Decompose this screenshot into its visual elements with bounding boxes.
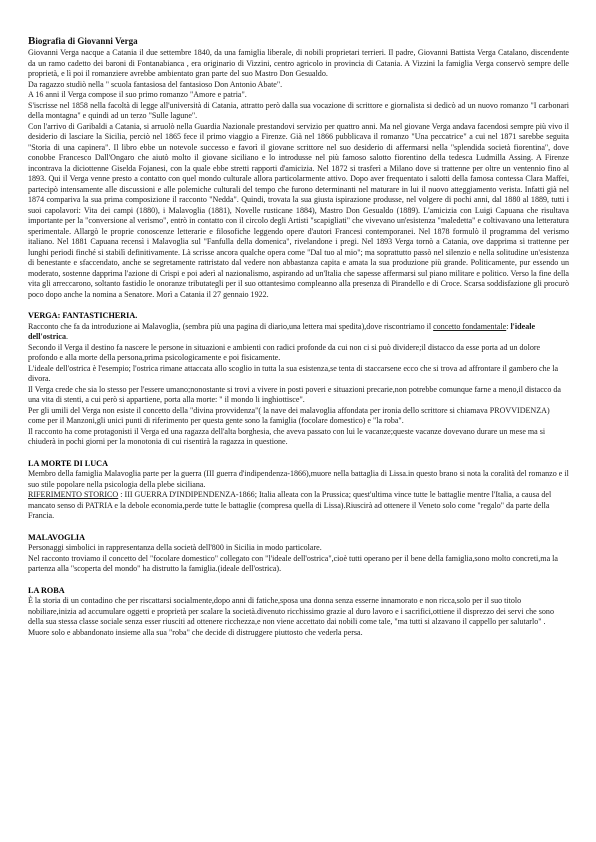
historical-reference (28, 490, 569, 522)
document-page (28, 36, 569, 638)
section-paragraph: Secondo il Verga il destino fa nascere le persone in situazioni e ambienti con radici profonde da cui non ci si può dividere;il distacco da esse porta ad un dolore profondo e alla morte della persona,prima psicologicamente e poi fisicamente. (28, 342, 541, 362)
section-paragraph: Nel racconto troviamo il concetto del "focolare domestico" collegato con "l'ideale dell'ostrica",cioè tutti operano per il bene della famiglia,sono molto concreti,ma la partenza alla "scoperta del mondo" ha distrutto la famiglia.(ideale dell'ostrica). (28, 553, 558, 573)
historical-reference-label: RIFERIMENTO STORICO (28, 490, 119, 499)
section-intro (28, 322, 569, 343)
section-la-roba (28, 586, 569, 639)
bio-paragraph: Giovanni Verga nacque a Catania il due settembre 1840, da una famiglia liberale, di nobili proprietari terrieri. Il padre, Giovanni Battista Verga Catalano, discendente da un ramo cadetto dei baroni di Fontanabianca , era originario di Vizzini, centro agricolo in provincia di Catania. A Vizzini la famiglia Verga conservò sempre delle proprietà, e lì poi il romanziere avrebbe ambientato gran parte del suo Mastro Don Gesualdo. (28, 48, 569, 78)
bio-paragraph: Con l'arrivo di Garibaldi a Catania, si arruolò nella Guardia Nazionale prestandovi servizio per quattro anni. Ma nel giovane Verga andava facendosi sempre più vivo il desiderio di lasciare la Sicilia, perciò nel 1865 fece il primo viaggio a Firenze. Già nel 1866 pubblicava il romanzo "Una peccatrice" a cui nel 1871 sarebbe seguita "Storia di una capinera". Il libro ebbe un notevole successo e favorì il giovane scrittore nel suo desiderio di affermarsi nella "splendida società fiorentina", dove conobbe Francesco Dall'Ongaro che aiutò molto il giovane siciliano e lo introdusse nel più famoso salotto fiorentino della tedesca Ludmilla Assing. A Firenze incontrava la diciottenne Giselda Fojanesi, con la quale ebbe stretti rapporti d'amicizia. Nel 1872 si trasferì a Milano dove si trattenne per oltre un ventennio fino al 1893. Qui il Verga venne presto a contatto con quel mondo culturale allora particolarmente attivo. Dopo aver frequentato i salotti della famosa contessa Clara Maffei, partecipò intensamente alle discussioni e alle polemiche culturali del tempo che furono determinanti nel maturare in lui il nuovo atteggiamento verista. Infatti già nel 1874 compariva la sua prima composizione il racconto "Nedda". Quindi, trovata la sua giusta ispirazione produsse, nel volgere di pochi anni, dal 1880 al 1889, tutti i suoi capolavori: Vita dei campi (1880), i Malavoglia (1881), Novelle rusticane 1884), Mastro Don Gesualdo (1889). L'amicizia con Luigi Capuana che risultava importante per la "conversione al verismo", entrò in contatto con il circolo degli Artisti "scapigliati" che vivevano un'esistenza "maledetta" e coltivavano una letteratura sperimentale. Allargò le proprie conoscenze letterarie e filosofiche leggendo opere d'autori Francesi contemporanei. Nel 1878 formulò il programma del verismo italiano. Nel 1881 Capuana recensì i Malavoglia sul "Fanfulla della domenica", rivelandone i pregi. Nel 1893 Verga tornò a Catania, ove dapprima si trattenne per lunghi periodi finché si stabilì definitivamente. Là scrisse ancora qualche opera come "Dal tuo al mio"; ma soprattutto passò nel silenzio e nella solitudine un'esistenza di benestante e sfaccendato, anche se segretamente rattristato dal vedere non abbastanza capita e amata la sua produzione più grande. Politicamente, pur essendo un moderato, sostenne dapprima l'azione di Crispi e poi aderì al nazionalismo, aspirando ad un'Italia che sapesse affermarsi sul piano militare e politico. Verso la fine della vita gli arreccarono, soltanto fastidio le onoranze tributategli per il suo ottantesimo compleanno alla presenza di Pirandello e di Croce. Scarsa soddisfazione gli procurò poco dopo anche la nomina a Senatore. Morì a Catania il 27 gennaio 1922. (28, 121, 569, 299)
section-paragraph: È la storia di un contadino che per riscattarsi socialmente,dopo anni di fatiche,sposa una donna senza esserne innamorato e non ricca,solo per il suo titolo nobiliare,inizia ad accumulare oggetti e proprietà per scalare la società.divenuto ricchissimo grazie al duro lavoro e i sacrifici,ottiene il disprezzo dei servi che sono della sua stessa classe sociale senza esser riusciti ad ottenere ricchezza,e non viene accettato dai nobili come tale, "ma tutti si alzavano il cappello per salutarlo" . (28, 596, 554, 626)
section-title: LA ROBA (28, 585, 65, 595)
section-title: LA MORTE DI LUCA (28, 458, 109, 468)
section-morte-di-luca (28, 459, 569, 522)
section-paragraph: Il Verga crede che sia lo stesso per l'essere umano;nonostante si trovi a vivere in posti poveri e situazioni precarie,non potrebbe comunque farne a meno,il distacco da una vita di stenti, a cui però si appartiene, porta alla morte: " il mondo li inghiottisce". (28, 384, 561, 404)
section-paragraph: L'ideale dell'ostrica è l'esempio; l'ostrica rimane attaccata allo scoglio in tutta la sua esistenza,se tenta di staccarsene ecco che si trova ad affrontare il gambero che la divora. (28, 363, 559, 383)
concept-link[interactable]: concetto fondamentale (433, 321, 507, 331)
section-paragraph: Il racconto ha come protagonisti il Verga ed una ragazza dell'alta borghesia, che aveva passato con lui le vacanze;queste vacanze dovevano durare un mese ma si chiuderà in pochi giorni per la monotonia di cui risentirà la ragazza in questione. (28, 426, 546, 446)
intro-end: . (66, 332, 69, 341)
intro-bold-concept: l'ideale dell'ostrica (28, 321, 536, 341)
section-title: MALAVOGLIA (28, 532, 86, 542)
section-title: VERGA: FANTASTICHERIA. (28, 311, 138, 320)
biography-body (28, 48, 569, 300)
bio-paragraph: S'iscrisse nel 1858 nella facoltà di legge all'università di Catania, attratto però dalla sua vocazione di scrittore e giornalista si dedicò ad un nuovo romanzo "I carbonari della montagna" e quindi ad un terzo "Sulle lagune". (28, 100, 569, 120)
section-paragraph: Muore solo e abbandonato insieme alla sua "roba" che decide di distruggere piuttosto che vederla persa. (28, 627, 363, 637)
bio-paragraph: Da ragazzo studiò nella " scuola fantasiosa del fantasioso Don Antonio Abate". (28, 79, 283, 89)
biography-title (28, 36, 569, 47)
title-initial: B (28, 35, 36, 47)
section-malavoglia (28, 533, 569, 575)
bio-paragraph: A 16 anni il Verga compose il suo primo romanzo "Amore e patria". (28, 90, 247, 99)
historical-reference-text: : III GUERRA D'INDIPENDENZA-1866; Italia alleata con la Prussica; quest'ultima vince tutte le battaglie mentre l'Italia, a causa del mancato senso di PATRIA e la debole economia,perde tutte le battaglie (compresa quella di Lissa).Riuscirà ad ottenere il Veneto solo come "regalo" da parte della Francia. (28, 490, 552, 520)
intro-colon: : (506, 321, 511, 331)
section-paragraph: Personaggi simbolici in rappresentanza della società dell'800 in Sicilia in modo particolare. (28, 543, 322, 552)
intro-text: Racconto che fa da introduzione ai Malavoglia, (sembra più una pagina di diario,una lettera mai spedita),dove riscontriamo il (28, 321, 434, 331)
section-paragraph: Per gli umili del Verga non esiste il concetto della "divina provvidenza"( la nave dei malavoglia affondata per ironia dello scrittore si chiamava PROVVIDENZA) come per il Manzoni,gli unici punti di riferimento per questa gente sono la famiglia (focolare domestico) e "la roba". (28, 405, 550, 425)
title-rest: iografia di Giovanni Verga (35, 36, 138, 46)
section-fantasticheria (28, 311, 569, 448)
section-paragraph: Membro della famiglia Malavoglia parte per la guerra (III guerra d'indipendenza-1866),muore nella battaglia di Lissa.in questo brano si nota la coralità del romanzo e il suo stile popolare nella psicologia della plebe siciliana. (28, 469, 569, 489)
